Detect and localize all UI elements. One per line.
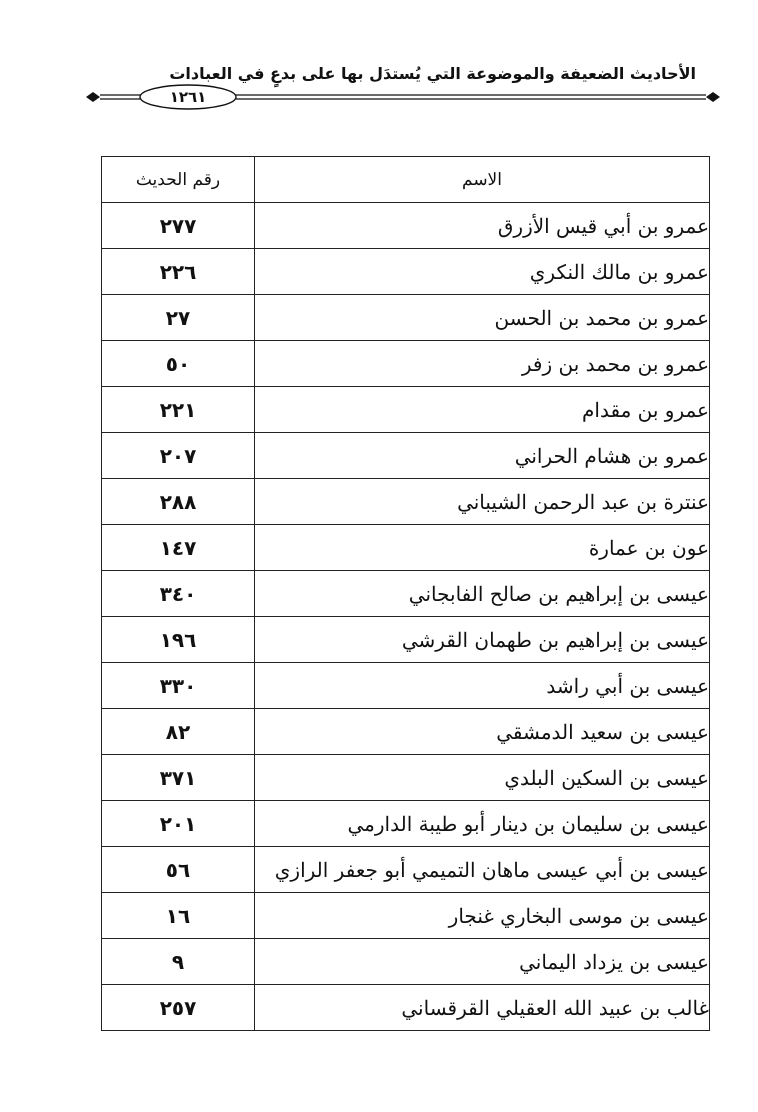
table-row [102, 479, 710, 525]
narrator-name: عيسى بن أبي راشد [255, 663, 710, 709]
narrator-name: عيسى بن إبراهيم بن صالح الفابجاني [255, 571, 710, 617]
narrator-name: عمرو بن هشام الحراني [255, 433, 710, 479]
narrator-name: غالب بن عبيد الله العقيلي القرقساني [255, 985, 710, 1031]
narrator-name: عمرو بن محمد بن الحسن [255, 295, 710, 341]
column-header-name: الاسم [255, 157, 710, 203]
hadith-number: ٢٥٧ [102, 985, 255, 1031]
table-row [102, 617, 710, 663]
hadith-number: ٥٠ [102, 341, 255, 387]
table-row [102, 525, 710, 571]
hadith-number: ١٤٧ [102, 525, 255, 571]
table-row [102, 341, 710, 387]
hadith-number: ٥٦ [102, 847, 255, 893]
narrator-name: عيسى بن سليمان بن دينار أبو طيبة الدارمي [255, 801, 710, 847]
hadith-number: ٣٣٠ [102, 663, 255, 709]
running-header-title: الأحاديث الضعيفة والموضوعة التي يُستدَل بها على بدعٍ في العبادات [169, 64, 696, 83]
table-row [102, 203, 710, 249]
narrator-name: عيسى بن يزداد اليماني [255, 939, 710, 985]
page-number: ١٢٦١ [169, 88, 207, 106]
column-header-hadith-number: رقم الحديث [102, 157, 255, 203]
hadith-number: ٢٨٨ [102, 479, 255, 525]
hadith-number: ٢٠١ [102, 801, 255, 847]
narrator-name: عون بن عمارة [255, 525, 710, 571]
hadith-number: ٢٠٧ [102, 433, 255, 479]
table-row [102, 939, 710, 985]
table-row [102, 801, 710, 847]
narrator-name: عيسى بن السكين البلدي [255, 755, 710, 801]
hadith-number: ٢٢١ [102, 387, 255, 433]
hadith-narrator-index-table [101, 156, 710, 1031]
table-row [102, 249, 710, 295]
table-row [102, 433, 710, 479]
hadith-number: ٣٧١ [102, 755, 255, 801]
hadith-number: ١٩٦ [102, 617, 255, 663]
narrator-name: عنترة بن عبد الرحمن الشيباني [255, 479, 710, 525]
table-row [102, 295, 710, 341]
hadith-number: ٨٢ [102, 709, 255, 755]
table-header-row [102, 157, 710, 203]
hadith-number: ٩ [102, 939, 255, 985]
table-row [102, 985, 710, 1031]
narrator-name: عيسى بن سعيد الدمشقي [255, 709, 710, 755]
hadith-number: ٢٧ [102, 295, 255, 341]
narrator-name: عيسى بن موسى البخاري غنجار [255, 893, 710, 939]
narrator-name: عيسى بن أبي عيسى ماهان التميمي أبو جعفر الرازي [255, 847, 710, 893]
narrator-name: عيسى بن إبراهيم بن طهمان القرشي [255, 617, 710, 663]
table-row [102, 571, 710, 617]
table-row [102, 387, 710, 433]
hadith-number: ١٦ [102, 893, 255, 939]
table-row [102, 755, 710, 801]
table-row [102, 893, 710, 939]
hadith-number: ٢٧٧ [102, 203, 255, 249]
narrator-name: عمرو بن محمد بن زفر [255, 341, 710, 387]
narrator-name: عمرو بن أبي قيس الأزرق [255, 203, 710, 249]
table-row [102, 663, 710, 709]
hadith-number: ٢٢٦ [102, 249, 255, 295]
hadith-number: ٣٤٠ [102, 571, 255, 617]
narrator-name: عمرو بن مقدام [255, 387, 710, 433]
narrator-name: عمرو بن مالك النكري [255, 249, 710, 295]
table-row [102, 709, 710, 755]
table-row [102, 847, 710, 893]
